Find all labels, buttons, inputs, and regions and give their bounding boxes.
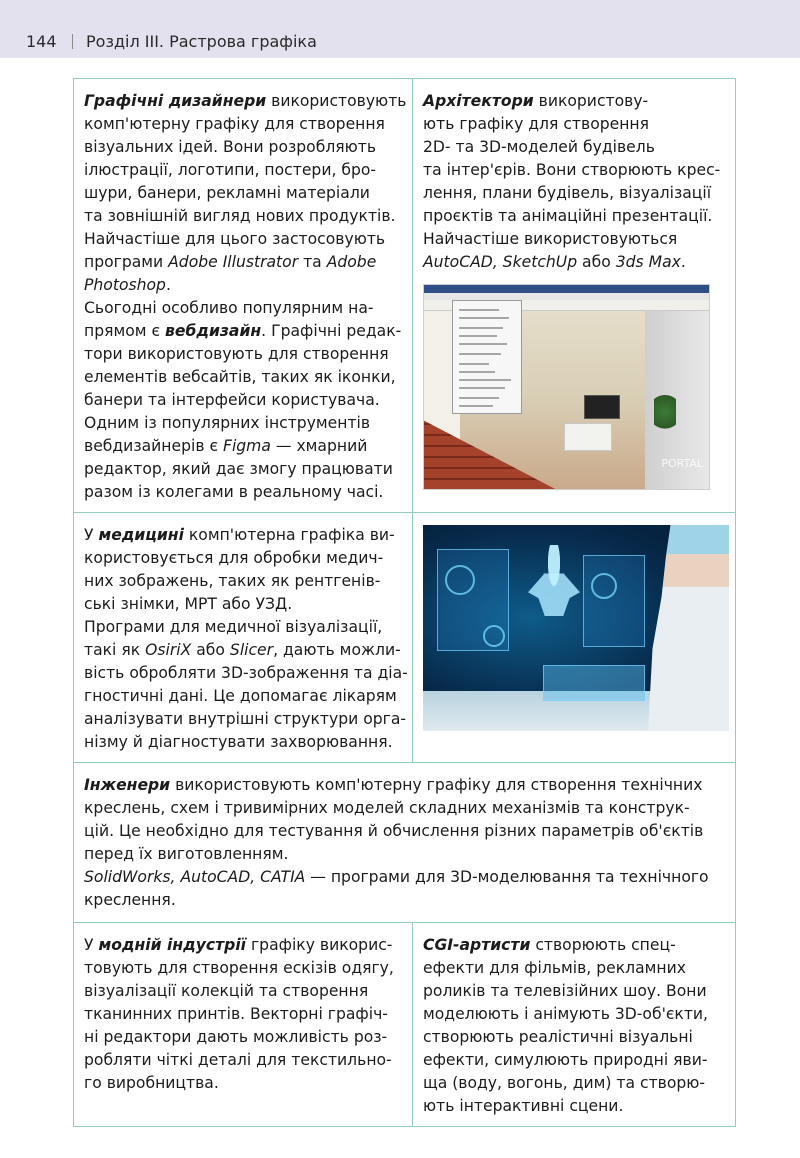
- text-run: або: [577, 253, 616, 271]
- text-run: тори використовують для створення: [84, 345, 389, 363]
- text-run: шури, банери, рекламні матеріали: [84, 184, 370, 202]
- text-line: [84, 435, 404, 458]
- text-line: [423, 159, 727, 182]
- text-run: Сьогодні особливо популярним на-: [84, 299, 374, 317]
- text-run: проєктів та анімаційні презентації.: [423, 207, 713, 225]
- text-line: [423, 1072, 727, 1095]
- term-highlight: CGI-артисти: [423, 936, 531, 954]
- term-highlight: Інженери: [84, 776, 171, 794]
- medicine-image-cell: [413, 513, 737, 762]
- text-run: програми: [84, 253, 169, 271]
- text-line: [84, 274, 404, 297]
- italic-text: Adobe: [326, 253, 377, 271]
- text-line: [84, 570, 404, 593]
- cgi-cell: [413, 923, 735, 1126]
- text-line: [84, 481, 404, 504]
- text-line: [84, 524, 404, 547]
- term-highlight: медицині: [98, 526, 184, 544]
- term-highlight: вебдизайн: [165, 322, 262, 340]
- text-line: [423, 980, 727, 1003]
- text-line: [84, 616, 404, 639]
- text-run: робляти чіткі деталі для текстильно-: [84, 1051, 392, 1069]
- text-line: [84, 136, 404, 159]
- medicine-cell: [74, 513, 413, 762]
- image-plant: [654, 395, 676, 437]
- image-holo-ring: [445, 565, 475, 595]
- image-holo-panel: [583, 555, 645, 647]
- text-run: ють інтерактивні сцени.: [423, 1097, 624, 1115]
- text-line: [423, 1026, 727, 1049]
- medical-image: [423, 525, 729, 731]
- term-highlight: Графічні дизайнери: [84, 92, 267, 110]
- text-line: [84, 708, 407, 731]
- image-tv: [584, 395, 620, 419]
- section-title: Розділ ІІІ. Растрова графіка: [86, 32, 317, 51]
- text-run: Найчастіше для цього застосовують: [84, 230, 386, 248]
- text-line: [84, 934, 404, 957]
- text-line: [84, 366, 404, 389]
- text-run: — програми для 3D-моделювання та технічного: [305, 868, 709, 886]
- text-run: візуалізації колекцій та створення: [84, 982, 369, 1000]
- designers-cell: [74, 79, 413, 512]
- text-run: лення, плани будівель, візуалізації: [423, 184, 712, 202]
- text-line: [423, 228, 727, 251]
- italic-text: AutoCAD, SketchUp: [423, 253, 578, 271]
- text-run: вебдизайнерів є: [84, 437, 223, 455]
- text-run: .: [680, 253, 686, 271]
- text-run: У: [84, 936, 99, 954]
- text-line: [84, 957, 404, 980]
- image-watermark: PORTAL: [661, 457, 703, 470]
- text-run: користовується для обробки медич-: [84, 549, 384, 567]
- text-run: товують для створення ескізів одягу,: [84, 959, 394, 977]
- text-line: [84, 320, 404, 343]
- image-titlebar: [424, 285, 709, 293]
- text-run: 2D- та 3D-моделей будівель: [423, 138, 655, 156]
- architecture-image: [423, 284, 710, 490]
- text-run: комп'ютерна графіка ви-: [183, 526, 395, 544]
- table-row: [74, 512, 735, 762]
- text-line: [84, 593, 404, 616]
- text-run: Програми для медичної візуалізації,: [84, 618, 383, 636]
- image-menubar: [424, 293, 709, 300]
- text-line: [84, 685, 404, 708]
- term-highlight: модній індустрії: [98, 936, 247, 954]
- italic-text: Adobe Illustrator: [168, 253, 299, 271]
- text-run: У: [84, 526, 99, 544]
- text-run: гностичні дані. Це допомагає лікарям: [84, 687, 397, 705]
- text-run: або: [191, 641, 230, 659]
- architects-cell: [413, 79, 735, 512]
- text-run: створюють спец-: [530, 936, 676, 954]
- text-line: [423, 136, 727, 159]
- italic-text: SolidWorks, AutoCAD, CATIA: [84, 868, 306, 886]
- text-run: цій. Це необхідно для тестування й обчислення різних параметрів об'єктів: [84, 822, 704, 840]
- image-skeleton: [528, 545, 580, 663]
- table-row: [74, 79, 735, 512]
- table-row: [74, 762, 735, 922]
- text-run: ефекти, симулюють природні яви-: [423, 1051, 708, 1069]
- text-run: ілюстрації, логотипи, постери, бро-: [84, 161, 377, 179]
- text-run: нізму й діагностувати захворювання.: [84, 733, 393, 751]
- text-run: графіку викорис-: [246, 936, 393, 954]
- engineers-cell: [74, 763, 735, 922]
- text-run: прямом є: [84, 322, 166, 340]
- text-line: [423, 934, 727, 957]
- text-run: створюють реалістичні візуальні: [423, 1028, 693, 1046]
- content-table: [73, 78, 736, 1127]
- italic-text: Photoshop: [84, 276, 166, 294]
- text-run: використову-: [533, 92, 649, 110]
- text-run: Одним із популярних інструментів: [84, 414, 371, 432]
- text-line: [84, 1003, 404, 1026]
- text-run: — хмарний: [270, 437, 368, 455]
- text-run: візуальних ідей. Вони розробляють: [84, 138, 377, 156]
- text-run: моделюють і анімують 3D-об'єкти,: [423, 1005, 709, 1023]
- text-line: [84, 159, 404, 182]
- text-line: [423, 182, 727, 205]
- text-line: [84, 639, 404, 662]
- text-run: , дають можли-: [273, 641, 401, 659]
- text-line: [84, 662, 408, 685]
- text-line: [84, 1026, 404, 1049]
- text-line: [423, 1095, 727, 1118]
- text-line: [84, 412, 404, 435]
- text-run: . Графічні редак-: [261, 322, 402, 340]
- text-line: [423, 90, 727, 113]
- text-line: [84, 980, 404, 1003]
- text-line: [84, 820, 725, 843]
- text-run: ща (воду, вогонь, дим) та створю-: [423, 1074, 706, 1092]
- term-highlight: Архітектори: [423, 92, 534, 110]
- italic-text: OsiriX: [145, 641, 192, 659]
- text-run: аналізувати внутрішні структури орга-: [84, 710, 407, 728]
- text-line: [84, 458, 404, 481]
- table-row: [74, 922, 735, 1126]
- text-line: [84, 205, 404, 228]
- text-line: [84, 774, 725, 797]
- image-holo-ring: [483, 625, 505, 647]
- text-line: [423, 251, 727, 274]
- text-run: роликів та телевізійних шоу. Вони: [423, 982, 707, 1000]
- image-sofa: [564, 423, 612, 451]
- text-line: [84, 182, 404, 205]
- text-run: ські знімки, МРТ або УЗД.: [84, 595, 293, 613]
- text-run: редактор, який дає змогу працювати: [84, 460, 393, 478]
- text-run: та інтер'єрів. Вони створюють крес-: [423, 161, 721, 179]
- image-holo-ring: [591, 573, 617, 599]
- text-run: та: [298, 253, 327, 271]
- text-line: [84, 843, 725, 866]
- italic-text: 3ds Max: [615, 253, 681, 271]
- text-run: них зображень, таких як рентгенів-: [84, 572, 381, 590]
- text-line: [84, 1049, 404, 1072]
- text-line: [423, 1003, 727, 1026]
- text-run: ють графіку для створення: [423, 115, 650, 133]
- text-run: .: [165, 276, 171, 294]
- text-line: [84, 90, 407, 113]
- text-run: го виробництва.: [84, 1074, 219, 1092]
- text-run: Найчастіше використовуються: [423, 230, 678, 248]
- italic-text: Slicer: [229, 641, 274, 659]
- text-run: креслення.: [84, 891, 176, 909]
- text-run: банери та інтерфейси користувача.: [84, 391, 380, 409]
- text-line: [84, 1072, 404, 1095]
- text-run: разом із колегами в реальному часі.: [84, 483, 384, 501]
- text-line: [84, 797, 725, 820]
- text-run: такі як: [84, 641, 146, 659]
- text-run: ефекти для фільмів, рекламних: [423, 959, 686, 977]
- text-run: перед їх виготовленням.: [84, 845, 289, 863]
- text-line: [84, 228, 404, 251]
- text-run: використовують: [266, 92, 407, 110]
- text-line: [84, 889, 725, 912]
- text-line: [423, 1049, 727, 1072]
- text-run: ні редактори дають можливість роз-: [84, 1028, 388, 1046]
- text-line: [84, 343, 404, 366]
- text-line: [84, 866, 725, 889]
- text-line: [84, 731, 404, 754]
- text-line: [84, 251, 404, 274]
- text-line: [423, 957, 727, 980]
- text-run: використовують комп'ютерну графіку для створення технічних: [170, 776, 703, 794]
- image-tablet: [543, 665, 645, 701]
- text-run: та зовнішній вигляд нових продуктів.: [84, 207, 396, 225]
- image-doctor: [639, 525, 729, 731]
- text-line: [84, 297, 404, 320]
- text-run: тканинних принтів. Векторні графіч-: [84, 1005, 388, 1023]
- text-line: [84, 547, 404, 570]
- page-number: 144: [26, 32, 57, 51]
- text-run: креслень, схем і тривимірних моделей складних механізмів та конструк-: [84, 799, 690, 817]
- italic-text: Figma: [222, 437, 271, 455]
- text-line: [84, 113, 404, 136]
- text-line: [84, 389, 404, 412]
- image-dropdown-menu: [452, 300, 522, 414]
- text-run: комп'ютерну графіку для створення: [84, 115, 385, 133]
- text-run: елементів вебсайтів, таких як іконки,: [84, 368, 396, 386]
- text-line: [423, 113, 727, 136]
- header-separator: [72, 34, 73, 49]
- fashion-cell: [74, 923, 413, 1126]
- text-run: вість обробляти 3D-зображення та діа-: [84, 664, 408, 682]
- text-line: [423, 205, 727, 228]
